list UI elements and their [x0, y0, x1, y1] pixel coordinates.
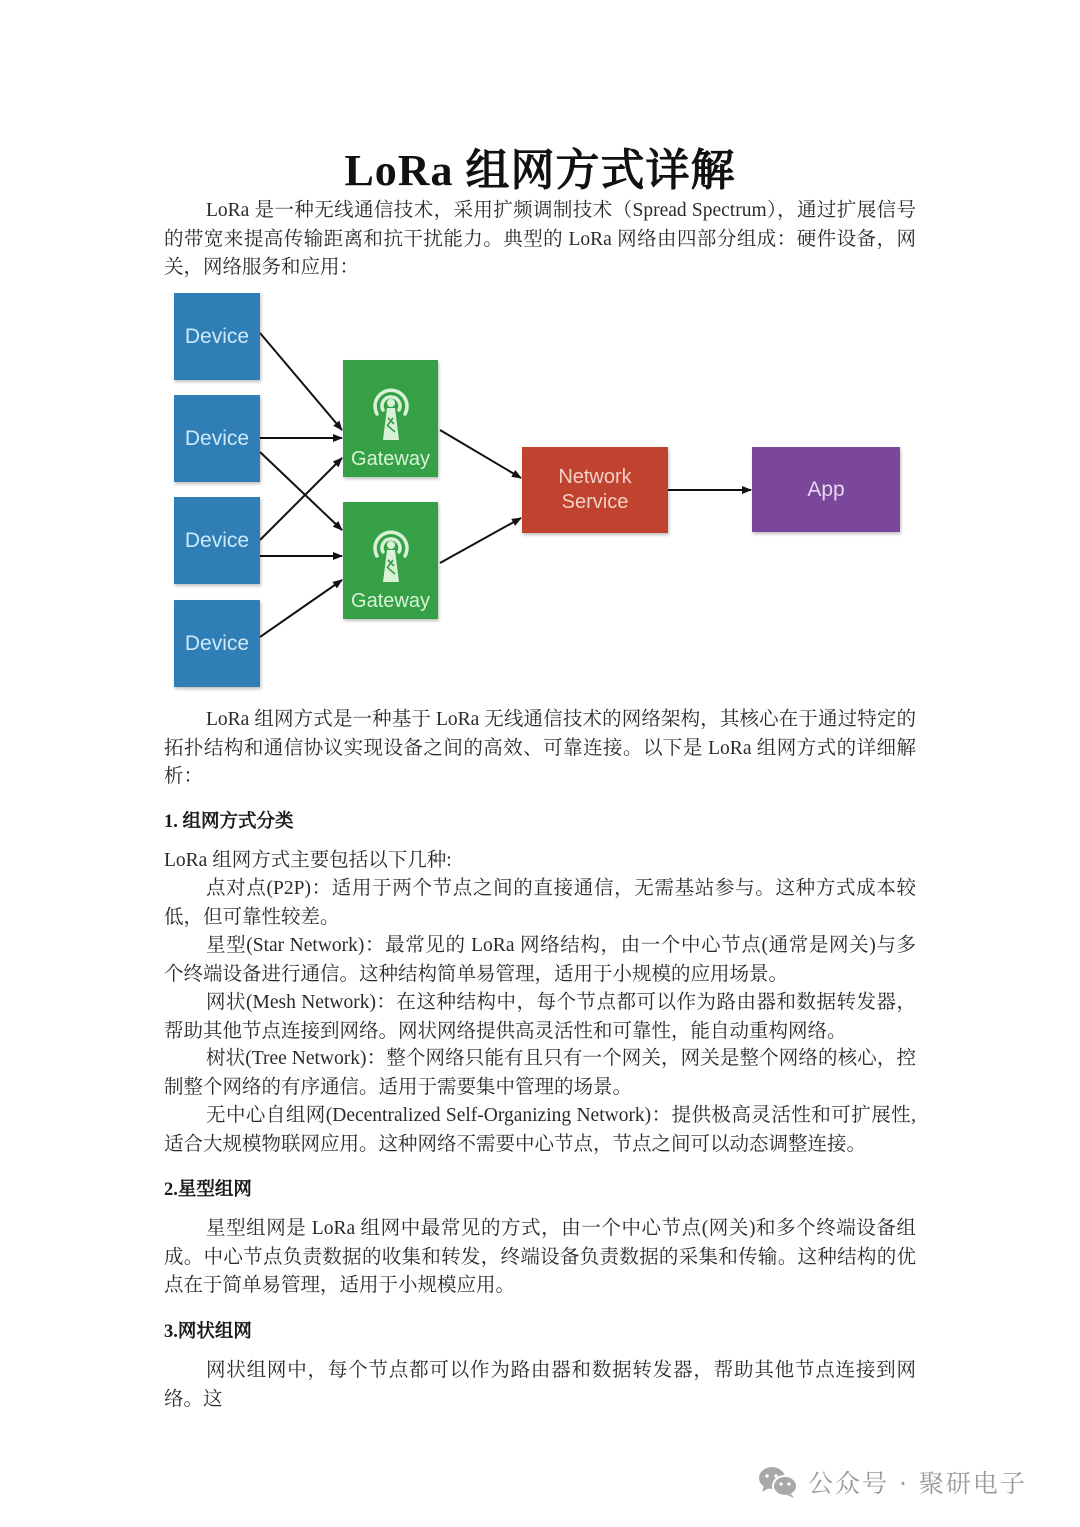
section-heading-3: 3.网状组网	[164, 1322, 252, 1342]
gateway-label: Gateway	[351, 448, 430, 470]
intro-paragraph: LoRa 是一种无线通信技术，采用扩频调制技术（Spread Spectrum），通过扩展信号的带宽来提高传输距离和抗干扰能力。典型的 LoRa 网络由四部分组成：硬件设备，网关，网络服务和应用：	[164, 200, 916, 278]
section-3-body: 网状组网中，每个节点都可以作为路由器和数据转发器，帮助其他节点连接到网络。这	[164, 1360, 916, 1410]
network-service-box	[522, 447, 668, 533]
section-1-lead: LoRa 组网方式主要包括以下几种:	[164, 850, 452, 871]
network-type-mesh: 网状(Mesh Network)：在这种结构中，每个节点都可以作为路由器和数据转发器，帮助其他节点连接到网络。网状网络提供高灵活性和可靠性，能自动重构网络。	[164, 992, 916, 1042]
device-label: Device	[184, 528, 250, 552]
device-box-3	[174, 497, 260, 584]
overview-paragraph: LoRa 组网方式是一种基于 LoRa 无线通信技术的网络架构，其核心在于通过特定的拓扑结构和通信协议实现设备之间的高效、可靠连接。以下是 LoRa 组网方式的详细解析：	[164, 709, 916, 787]
device-box-1	[174, 293, 260, 380]
gateway-box-1	[343, 360, 438, 477]
device-label: Device	[184, 324, 250, 348]
gateway-box-2	[343, 502, 438, 619]
app-label: App	[807, 477, 845, 501]
antenna-tower-icon	[366, 526, 416, 586]
antenna-tower-icon	[366, 384, 416, 444]
gateway-label: Gateway	[351, 590, 430, 612]
network-type-p2p: 点对点(P2P)：适用于两个节点之间的直接通信，无需基站参与。这种方式成本较低，但可靠性较差。	[164, 878, 916, 928]
watermark	[758, 1464, 1027, 1500]
watermark-text: 公众号 · 聚研电子	[808, 1469, 1027, 1498]
section-heading-1: 1. 组网方式分类	[164, 812, 294, 832]
network-service-label-line1: Network	[558, 466, 632, 488]
section-2-body: 星型组网是 LoRa 组网中最常见的方式，由一个中心节点(网关)和多个终端设备组成。中心节点负责数据的收集和转发，终端设备负责数据的采集和传输。这种结构的优点在于简单易管理，适用于小规模应用。	[164, 1218, 916, 1296]
network-type-star: 星型(Star Network)：最常见的 LoRa 网络结构，由一个中心节点(通常是网关)与多个终端设备进行通信。这种结构简单易管理，适用于小规模的应用场景。	[164, 935, 916, 985]
section-heading-2: 2.星型组网	[164, 1180, 252, 1200]
wechat-icon	[758, 1465, 798, 1499]
device-box-2	[174, 395, 260, 482]
app-box	[752, 447, 900, 532]
device-box-4	[174, 600, 260, 687]
device-label: Device	[184, 631, 250, 655]
page-title: LoRa 组网方式详解	[344, 146, 736, 195]
network-type-decentralized: 无中心自组网(Decentralized Self-Organizing Network)：提供极高灵活性和可扩展性,适合大规模物联网应用。这种网络不需要中心节点，节点之间可以动态调整连接。	[164, 1105, 916, 1155]
network-type-tree: 树状(Tree Network)：整个网络只能有且只有一个网关，网关是整个网络的核心，控制整个网络的有序通信。适用于需要集中管理的场景。	[164, 1048, 916, 1098]
lora-architecture-arrows	[0, 0, 1080, 700]
device-label: Device	[184, 426, 250, 450]
network-service-label-line2: Service	[561, 491, 629, 513]
